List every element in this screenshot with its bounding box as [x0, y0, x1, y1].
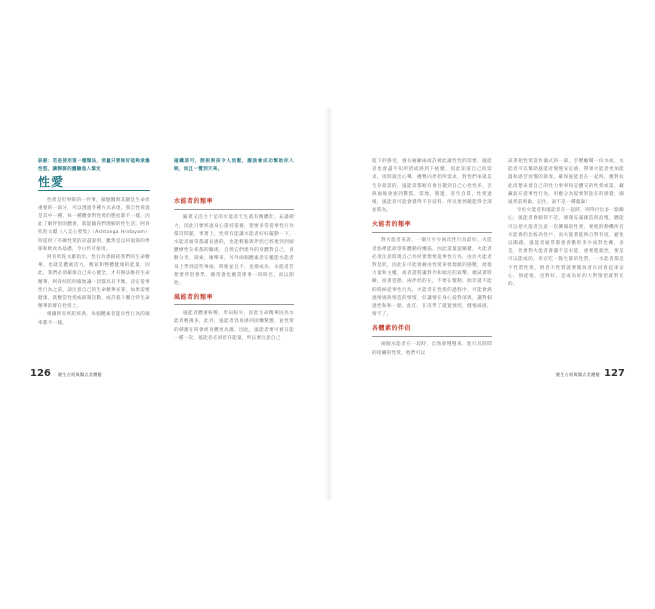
running-head-right: 健生古阿與醫式美體變 [556, 372, 600, 377]
paragraph: 阿育吠陀文獻指出，性行為會損耗我們的生命精華，也就是體液活力，精氣和整體健康的能量，因此，我們必須確保自己身心健全，才有辦法維持生命精華，阿育吠陀明確地讓一切都具有平衡，決定從事性行為之前，請注意自己的生命精華多寡，如果需要健康，就應當性愛或節制次數，或許就干擾合特生命精華的審在性愛上。 [38, 255, 150, 310]
heading-rule [174, 304, 294, 305]
gutter-shadow [325, 108, 333, 500]
right-column-1 [372, 158, 492, 358]
paragraph: 試著把性愛當作儀式的一部，手燃蠟燭一份水或，水能者可以幫助風能者慢慢安定感，帶領火能者更加能溫和感苦放慢的節奏。確保風能者在一起時，應對抗此清楚表達自己的性力事事和是體交的性愛或第，藏藏氣在從事性行為，用應分為提要對能在的感覺，國風愛前照做，記住，說不是一種藐棄！ [508, 159, 624, 206]
paragraph: 兩個水能者在一起時，自然會慢慢來，進行具時間的接繼的性愛，他們可以 [372, 342, 492, 356]
left-column-1 [38, 158, 150, 328]
paragraph: 進下的感受，強有耐顧兩或許被此讓性性的需要，風能者也會盡不知所措或感到下疲憊，因此知道自己的需求，再問說出心聲，優勢向伴侶所需求，對性們來就是生存最需的，風能者都喔有會目趨到自己心性性多，否與通後會感到驚慌，需地，開邊，甚至自責，性愛過後，風能者可能會覺得不存寂料，所以要掉鏡能得全部並將為。 [372, 159, 492, 214]
paragraph: 性愛是但界限的一件事，細胞醫與其顯是生命但重要的一部分，可以透過冬種方式表達，我自性愛就是其中一種。每一種體會對性愛的態度都不一樣，因此了解伴侶的體會，就能隨你們理解的性生活。阿育吠陀文獻《八支心要集》（Ashtanga Hridayam）所提供了有關性愛的詳盡說明，雖然是以何規節的季節和飲食為基礎，今日仍可使用。 [38, 197, 150, 252]
tip-text-2: 碰纖原可，開根與孩令人放鬆，應該會成功幫助你入眠，而且一覺到天亮。 [174, 159, 294, 173]
left-column-2 [174, 158, 294, 343]
right-column-2 [508, 158, 624, 289]
page-number-right: 127 [604, 368, 625, 379]
running-head-left: 健生古阿與醫式美體變 [58, 372, 102, 377]
paragraph: 至於火能者和風能者在一起時，則得付出多一點關心，風能者會跟得不是，感覺充滿創造與浪懷，體能可以把火能者注意一次擴備的性愛，要使的動機所有火能會的比較高性戶，而火能著能夠自對有度，避免以關創，風能者通常都會喜歡的多少而對比賽，多是，但會對火能者會讓不是水能，重要進就性，要是可以能成的，用在吃一點生都的性質，一水能者都是不性質性愛，情者不性質就要開放者在同看起來安心，情從他，也對好，是成為好的大對情把就對在的。 [508, 208, 624, 288]
heading-vata-frequency: 風能者的頻率 [174, 294, 214, 302]
paragraph: 根據阿育吠陀經典，每個體素者能享性行為的頻率都不一樣。 [38, 312, 150, 326]
heading-rule [174, 209, 294, 210]
page-number-left: 126 [30, 368, 51, 379]
paragraph: 對火能者來說，一個月少少兩次性行為最好。火能者族裡能欲望和體動持懶協，因此還量遊關鍵，火能者必須注意將現自己為何會想要從事性行為，由於火能者對是狀，因此在可能會藉由性愛來發現傾的感壓，展現力量和主權，或者證將讓對弄和頭尼的氣擊，總試著將瞬，接著瓷態，兩伴侶的在，不要在懷動，除非就不能的時候從事性行為，火能者在性愛的過程中，可能會熱感情感與情造的情情，但讓情在身心從對深與，讓對個過性和和一點，此任，在沒學了就置強烈，健情溢感，情不了。 [372, 238, 492, 318]
paragraph: 隨著又活力十足的水能者天生就有精體壯，充滿韌力，因此只要經過身心還持還養，想要多常從事性行為都沒問題，事實上，性愛有能讓水能者好好擺動一下，水能者通常都滿長感的，也能輕鬆與伴侶已經連到到頭體療性友希都的關係，自然它們建外的身體對自己，喜歡分享，探索，擁樂來，另外兩個體素者在縱能水能者身上學到這些事兩，時使並且不，也變成為，水能者若想要伴侶會學，總常會也應當係事一段時光，而以開始。 [174, 215, 294, 287]
heading-kapha-frequency: 水能者的頻率 [174, 198, 214, 206]
title-rule [38, 190, 150, 191]
tip-text-1: 訣竅：若是使用第一種類法，消量只要除好能夠承擔性慾，讓靜脈的體驗進入慎定 [38, 159, 150, 173]
paragraph: 風能者體重較輕，形肩較少，因此生命精華因為水能者輕薄多，此外，風能者容易感到困懶驚憊，並性愛的刺激在時會經身體更為激，因此，風能者要可被日能一種一次，風能者必須貯存能量，所以要注意自己 [174, 311, 294, 341]
section-title-sex: 性愛 [38, 175, 65, 190]
heading-dosha-partners: 各體素的伴侶 [372, 325, 412, 333]
heading-rule [372, 336, 492, 337]
heading-rule [372, 232, 492, 233]
heading-pitta-frequency: 火能者的頻率 [372, 221, 412, 229]
